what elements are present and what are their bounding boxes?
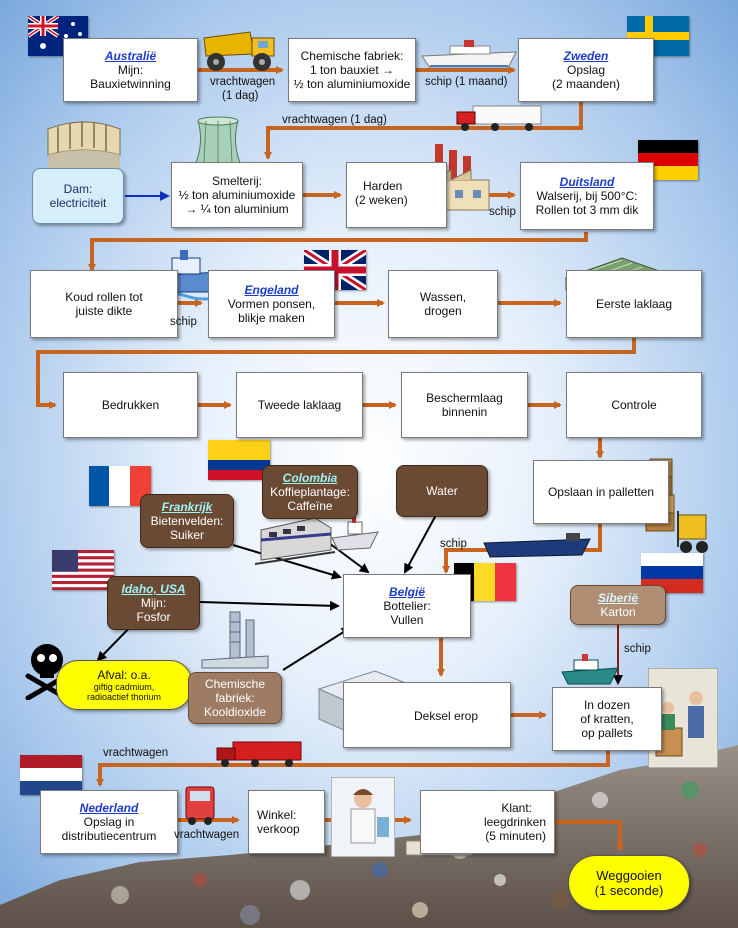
node-belgie <box>343 574 471 638</box>
node-line: of kratten, <box>580 712 634 726</box>
label-schip: schip <box>440 538 467 550</box>
node-line: Rollen tot 3 mm dik <box>535 203 639 217</box>
cargo-ship-icon-2 <box>560 652 620 688</box>
mining-truck-icon <box>200 24 280 72</box>
label-vrachtwagen: vrachtwagen <box>103 747 169 759</box>
node-zweden <box>518 38 654 102</box>
label-schip: schip <box>170 316 197 328</box>
country-label[interactable]: Engeland <box>244 283 299 297</box>
node-dozen <box>552 687 662 751</box>
node-line: electriciteit <box>49 196 107 210</box>
label-schip: schip <box>624 643 651 655</box>
ship-icon <box>420 38 520 74</box>
country-label[interactable]: Idaho, USA <box>121 582 186 596</box>
node-line: Controle <box>611 398 657 412</box>
node-line: Bedrukken <box>101 398 160 412</box>
delivery-van-icon <box>182 783 218 827</box>
node-siberie <box>570 585 666 625</box>
node-idaho <box>107 576 200 630</box>
node-line: fabriek: <box>215 691 255 705</box>
usa-flag-icon <box>52 550 114 590</box>
node-bedrukken <box>63 372 198 438</box>
node-frankrijk <box>140 494 234 548</box>
node-line: Beschermlaag <box>426 391 503 405</box>
node-line: Opslag in <box>83 815 135 829</box>
node-eerste-laklaag <box>566 270 702 338</box>
cooling-tower-icon <box>186 115 250 165</box>
node-line: Walserij, bij 500°C: <box>536 189 638 203</box>
node-line: Harden <box>363 179 403 193</box>
country-label[interactable]: België <box>388 585 425 599</box>
node-line: (2 weken) <box>355 193 408 207</box>
label-duration: (1 dag) <box>222 90 259 102</box>
node-line: Caffeïne <box>287 499 333 513</box>
node-line: Fosfor <box>136 610 171 624</box>
node-line: Bottelier: <box>383 599 431 613</box>
node-line: Weggooien <box>596 868 662 883</box>
country-label[interactable]: Duitsland <box>559 175 615 189</box>
country-label[interactable]: Siberië <box>597 591 639 605</box>
colombia-flag-icon <box>208 440 270 480</box>
label-vrachtwagen-1-dag: vrachtwagen (1 dag) <box>282 114 387 126</box>
node-line: (2 maanden) <box>551 77 621 91</box>
node-australie <box>63 38 198 102</box>
label-vrachtwagen: vrachtwagen <box>210 76 276 88</box>
node-klant <box>420 790 555 854</box>
node-line: verkoop <box>257 822 300 836</box>
node-harden <box>346 162 447 228</box>
node-beschermlaag <box>401 372 528 438</box>
node-line: Kooldioxide <box>203 705 267 719</box>
node-line: Koffieplantage: <box>270 485 350 499</box>
node-controle <box>566 372 702 438</box>
node-weggooien <box>568 855 690 911</box>
node-line: Chemische fabriek: <box>300 49 404 63</box>
node-line: (1 seconde) <box>594 883 664 898</box>
node-line: op pallets <box>581 726 633 740</box>
node-koud-rollen <box>30 270 178 338</box>
node-line: → ¼ ton aluminium <box>185 202 289 216</box>
node-line: Deksel erop <box>414 709 479 723</box>
node-line: Vormen ponsen, <box>227 297 316 311</box>
country-label[interactable]: Australië <box>104 49 157 63</box>
node-line: Opslag <box>566 63 606 77</box>
node-duitsland <box>520 162 654 230</box>
node-water <box>396 465 488 517</box>
node-nederland <box>40 790 178 854</box>
node-line: Vullen <box>390 613 424 627</box>
node-chemische-fabriek <box>288 38 416 102</box>
node-line: Koud rollen tot <box>65 290 143 304</box>
node-line: In dozen <box>583 698 631 712</box>
node-line: Bietenvelden: <box>150 514 224 528</box>
red-truck-icon <box>215 740 303 768</box>
node-line: ½ ton aluminiumoxide <box>178 188 296 202</box>
truck-icon <box>455 104 543 132</box>
node-line: radioactief thorium <box>86 692 162 702</box>
node-chemische-fabriek-2 <box>188 672 282 724</box>
node-line: Mijn: <box>140 596 167 610</box>
node-colombia <box>262 465 358 519</box>
node-dam <box>32 168 124 224</box>
node-line: Karton <box>600 605 636 619</box>
node-afval <box>56 660 192 710</box>
country-label[interactable]: Colombia <box>282 471 338 485</box>
label-schip-1-maand: schip (1 maand) <box>425 76 508 88</box>
node-line: (5 minuten) <box>485 829 546 843</box>
node-line: Dam: <box>63 182 93 196</box>
node-line: Eerste laklaag <box>595 297 673 311</box>
chemical-plant-icon <box>200 610 270 670</box>
node-tweede-laklaag <box>236 372 363 438</box>
country-label[interactable]: Zweden <box>563 49 609 63</box>
node-line: binnenin <box>441 405 488 419</box>
dam-icon <box>44 115 124 175</box>
node-line: distributiecentrum <box>61 829 157 843</box>
node-opslaan-palletten <box>533 460 669 524</box>
node-smelterij <box>171 162 303 228</box>
node-line: Water <box>426 484 458 498</box>
node-line: Suiker <box>169 528 204 542</box>
node-line: Wassen, <box>419 290 467 304</box>
node-line: Tweede laklaag <box>257 398 342 412</box>
label-schip: schip <box>489 206 516 218</box>
node-line: Afval: o.a. <box>97 668 151 682</box>
node-line: Bauxietwinning <box>90 77 171 91</box>
node-line: Klant: <box>501 801 532 815</box>
label-vrachtwagen: vrachtwagen <box>174 829 240 841</box>
node-line: giftig cadmium, <box>93 682 155 692</box>
node-line: drogen <box>424 304 462 318</box>
node-engeland <box>208 270 335 338</box>
shop-clerk-icon <box>331 777 395 857</box>
node-winkel <box>248 790 325 854</box>
country-label[interactable]: Frankrijk <box>161 500 213 514</box>
node-line: leegdrinken <box>483 815 546 829</box>
country-label[interactable]: Nederland <box>79 801 139 815</box>
node-line: ½ ton aluminiumoxide <box>293 77 411 91</box>
node-line: Chemische <box>204 677 266 691</box>
barge-icon <box>482 533 592 561</box>
node-wassen <box>388 270 498 338</box>
node-line: Smelterij: <box>211 174 262 188</box>
netherlands-flag-icon <box>20 755 82 795</box>
node-line: blikje maken <box>238 311 305 325</box>
node-deksel <box>343 682 511 748</box>
node-line: Opslaan in palletten <box>547 485 655 499</box>
node-line: Mijn: <box>117 63 144 77</box>
node-line: juiste dikte <box>75 304 133 318</box>
node-line: Winkel: <box>257 808 297 822</box>
node-line: 1 ton bauxiet → <box>309 63 395 77</box>
